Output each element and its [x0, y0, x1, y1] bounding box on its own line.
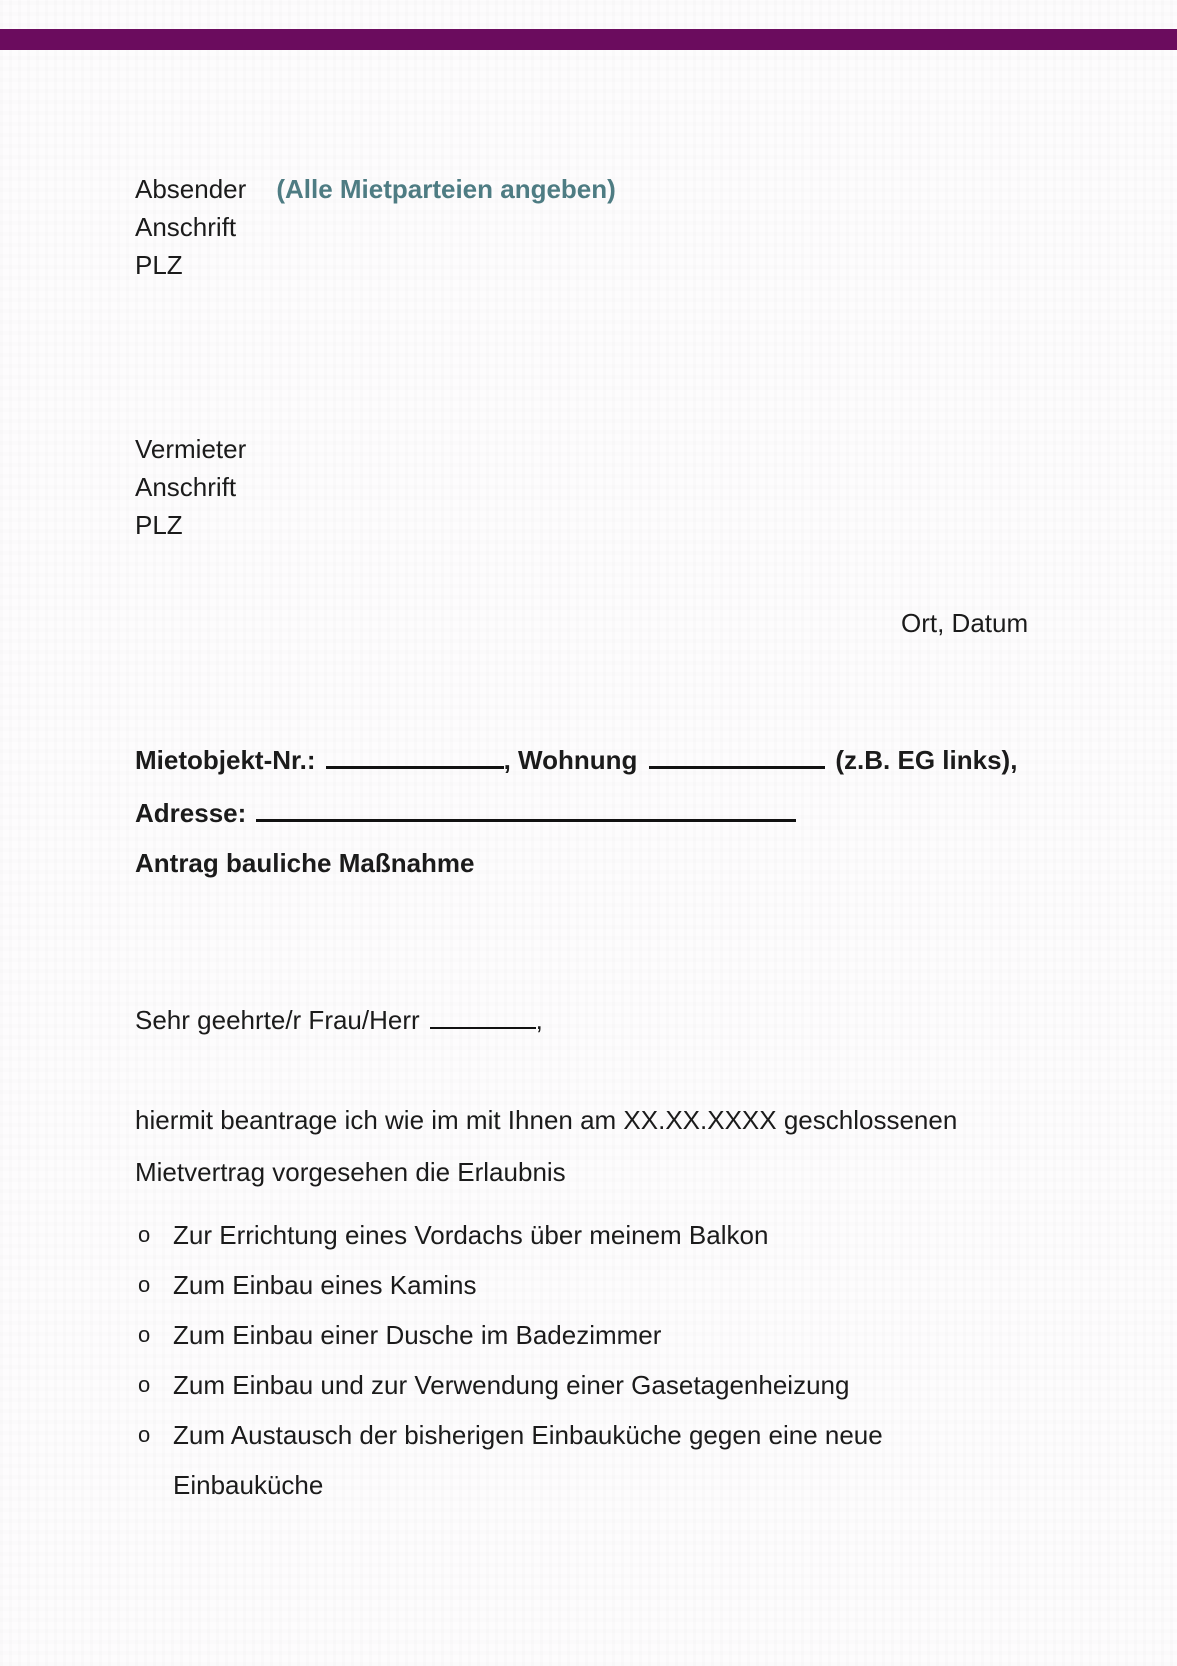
list-item	[138, 1410, 968, 1510]
rental-object-number-blank	[326, 742, 504, 769]
apartment-blank	[649, 742, 825, 769]
example-hint: (z.B. EG links),	[835, 745, 1018, 775]
subject-title: Antrag bauliche Maßnahme	[135, 848, 475, 878]
landlord-street-label: Anschrift	[135, 472, 237, 502]
address-blank	[256, 795, 796, 822]
list-item	[138, 1210, 968, 1260]
option-shower-bathroom: Zum Einbau einer Dusche im Badezimmer	[173, 1320, 662, 1350]
bullet-icon: o	[138, 1372, 151, 1397]
bullet-icon: o	[138, 1422, 151, 1447]
bullet-icon: o	[138, 1222, 151, 1247]
bullet-icon: o	[138, 1272, 151, 1297]
bullet-icon: o	[138, 1322, 151, 1347]
place-date-line: Ort, Datum	[901, 608, 1029, 638]
salutation-text: Sehr geehrte/r Frau/Herr	[135, 1005, 420, 1035]
sender-line	[135, 170, 616, 208]
landlord-zip-label: PLZ	[135, 510, 183, 540]
option-gas-heating: Zum Einbau und zur Verwendung einer Gasetagenheizung	[173, 1370, 850, 1400]
salutation-name-blank	[430, 1003, 536, 1029]
sender-street-label: Anschrift	[135, 212, 237, 242]
sender-label: Absender	[135, 174, 247, 204]
salutation-comma: ,	[535, 1005, 543, 1035]
body-paragraph-line1: hiermit beantrage ich wie im mit Ihnen am XX.XX.XXXX geschlossenen	[135, 1105, 958, 1135]
list-item	[138, 1260, 968, 1310]
salutation-line	[135, 1000, 543, 1040]
address-line	[135, 795, 796, 829]
sender-address-block	[135, 170, 616, 284]
address-label: Adresse:	[135, 798, 247, 828]
body-paragraph-line2: Mietvertrag vorgesehen die Erlaubnis	[135, 1157, 566, 1187]
top-accent-bar	[0, 29, 1177, 50]
landlord-label: Vermieter	[135, 434, 247, 464]
list-item	[138, 1360, 968, 1410]
landlord-address-block	[135, 430, 246, 544]
rental-object-line	[135, 742, 1017, 776]
measure-options-list	[138, 1210, 968, 1510]
option-fireplace: Zum Einbau eines Kamins	[173, 1270, 477, 1300]
sender-note-all-parties: (Alle Mietparteien angeben)	[276, 174, 616, 204]
body-paragraph	[135, 1094, 975, 1198]
apartment-label: , Wohnung	[503, 745, 638, 775]
rental-object-label: Mietobjekt-Nr.:	[135, 745, 316, 775]
option-canopy-balcony: Zur Errichtung eines Vordachs über meinem Balkon	[173, 1220, 769, 1250]
option-kitchen-replacement: Zum Austausch der bisherigen Einbauküche gegen eine neue Einbauküche	[173, 1420, 883, 1500]
list-item	[138, 1310, 968, 1360]
sender-zip-label: PLZ	[135, 250, 183, 280]
